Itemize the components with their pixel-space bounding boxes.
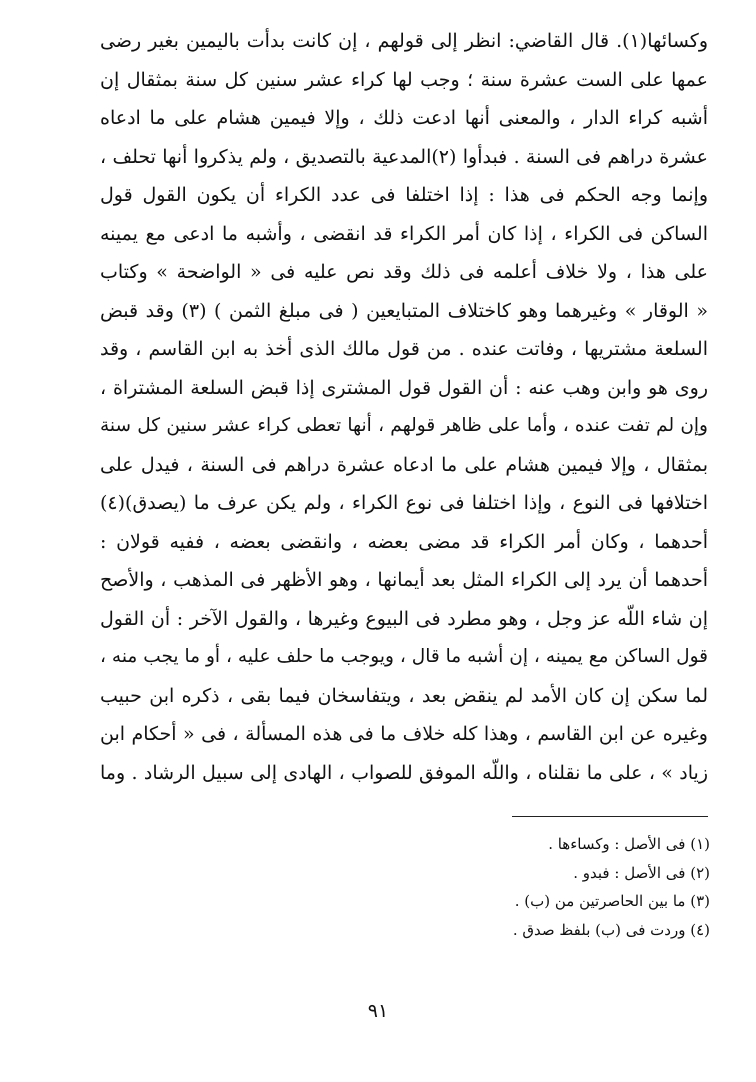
- text-line: « الوقار » وغيرهما وهو كاختلاف المتبايعين ( فى مبلغ الثمن ) (٣) وقد قبض: [100, 299, 708, 322]
- text-line: وغيره عن ابن القاسم ، وهذا كله خلاف ما فى هذه المسألة ، فى « أحكام ابن: [100, 723, 708, 745]
- text-line: عمها على الست عشرة سنة ؛ وجب لها كراء عشر سنين كل سنة بمثقال إن: [100, 68, 708, 91]
- footnotes-block: [300, 830, 710, 944]
- footnote: (١) فى الأصل : وكساءها .: [548, 835, 710, 853]
- text-line: اختلافها فى النوع ، وإذا اختلفا فى نوع الكراء ، ولم يكن عرف ما (يصدق)(٤): [100, 492, 708, 514]
- page-number: ٩١: [367, 1000, 389, 1022]
- text-line: روى هو وابن وهب عنه : أن القول قول المشترى إذا قبض السلعة المشتراة ،: [100, 376, 708, 399]
- text-line: زياد » ، على ما نقلناه ، واللّه الموفق للصواب ، الهادى إلى سبيل الرشاد . وما: [100, 761, 708, 784]
- text-line: الساكن فى الكراء ، إذا كان أمر الكراء قد انقضى ، وأشبه ما ادعى مع يمينه: [100, 222, 708, 245]
- text-line: أشبه كراء الدار ، والمعنى أنها ادعت ذلك ، وإلا فيمين هشام على ما ادعاه: [100, 107, 708, 129]
- text-line: عشرة دراهم فى السنة . فبدأوا (٢)المدعية بالتصديق ، ولم يذكروا أنها تحلف ،: [100, 145, 708, 168]
- text-line: إن شاء اللّه عز وجل ، وهو مطرد فى البيوع وغيرها ، والقول الآخر : أن القول: [100, 607, 708, 630]
- text-line: على هذا ، ولا خلاف أعلمه فى ذلك وقد نص عليه فى « الواضحة » وكتاب: [100, 261, 708, 283]
- footnote-separator: [512, 816, 708, 817]
- text-line: أحدهما أن يرد إلى الكراء المثل بعد أيمانها ، وهو الأظهر فى المذهب ، والأصح: [100, 569, 708, 591]
- text-line: وكسائها(١). قال القاضي: انظر إلى قولهم ، إن كانت بدأت باليمين بغير رضى: [100, 30, 708, 52]
- footnote: (٣) ما بين الحاصرتين من (ب) .: [514, 892, 710, 910]
- text-line: لما سكن إن كان الأمد لم ينقض بعد ، ويتفاسخان فيما بقى ، ذكره ابن حبيب: [100, 684, 708, 707]
- text-line: أحدهما ، وكان أمر الكراء قد مضى بعضه ، وانقضى بعضه ، ففيه قولان :: [100, 530, 708, 553]
- footnote: (٢) فى الأصل : فبدو .: [573, 863, 710, 882]
- footnote: (٤) وردت فى (ب) بلفظ صدق .: [512, 920, 710, 939]
- main-text-block: [100, 22, 708, 792]
- text-line: بمثقال ، وإلا فيمين هشام على ما ادعاه عشرة دراهم فى السنة ، فيدل على: [100, 453, 708, 476]
- text-line: السلعة مشتريها ، وفاتت عنده . من قول مالك الذى أخذ به ابن القاسم ، وقد: [100, 338, 708, 360]
- text-line: قول الساكن مع يمينه ، إن أشبه ما قال ، ويوجب ما حلف عليه ، أو ما يجب منه ،: [100, 646, 708, 667]
- text-line: وإن لم تفت عنده ، وأما على ظاهر قولهم ، أنها تعطى كراء عشر سنين كل سنة: [100, 415, 708, 436]
- text-line: وإنما وجه الحكم فى هذا : إذا اختلفا فى عدد الكراء أن يكون القول قول: [100, 184, 708, 206]
